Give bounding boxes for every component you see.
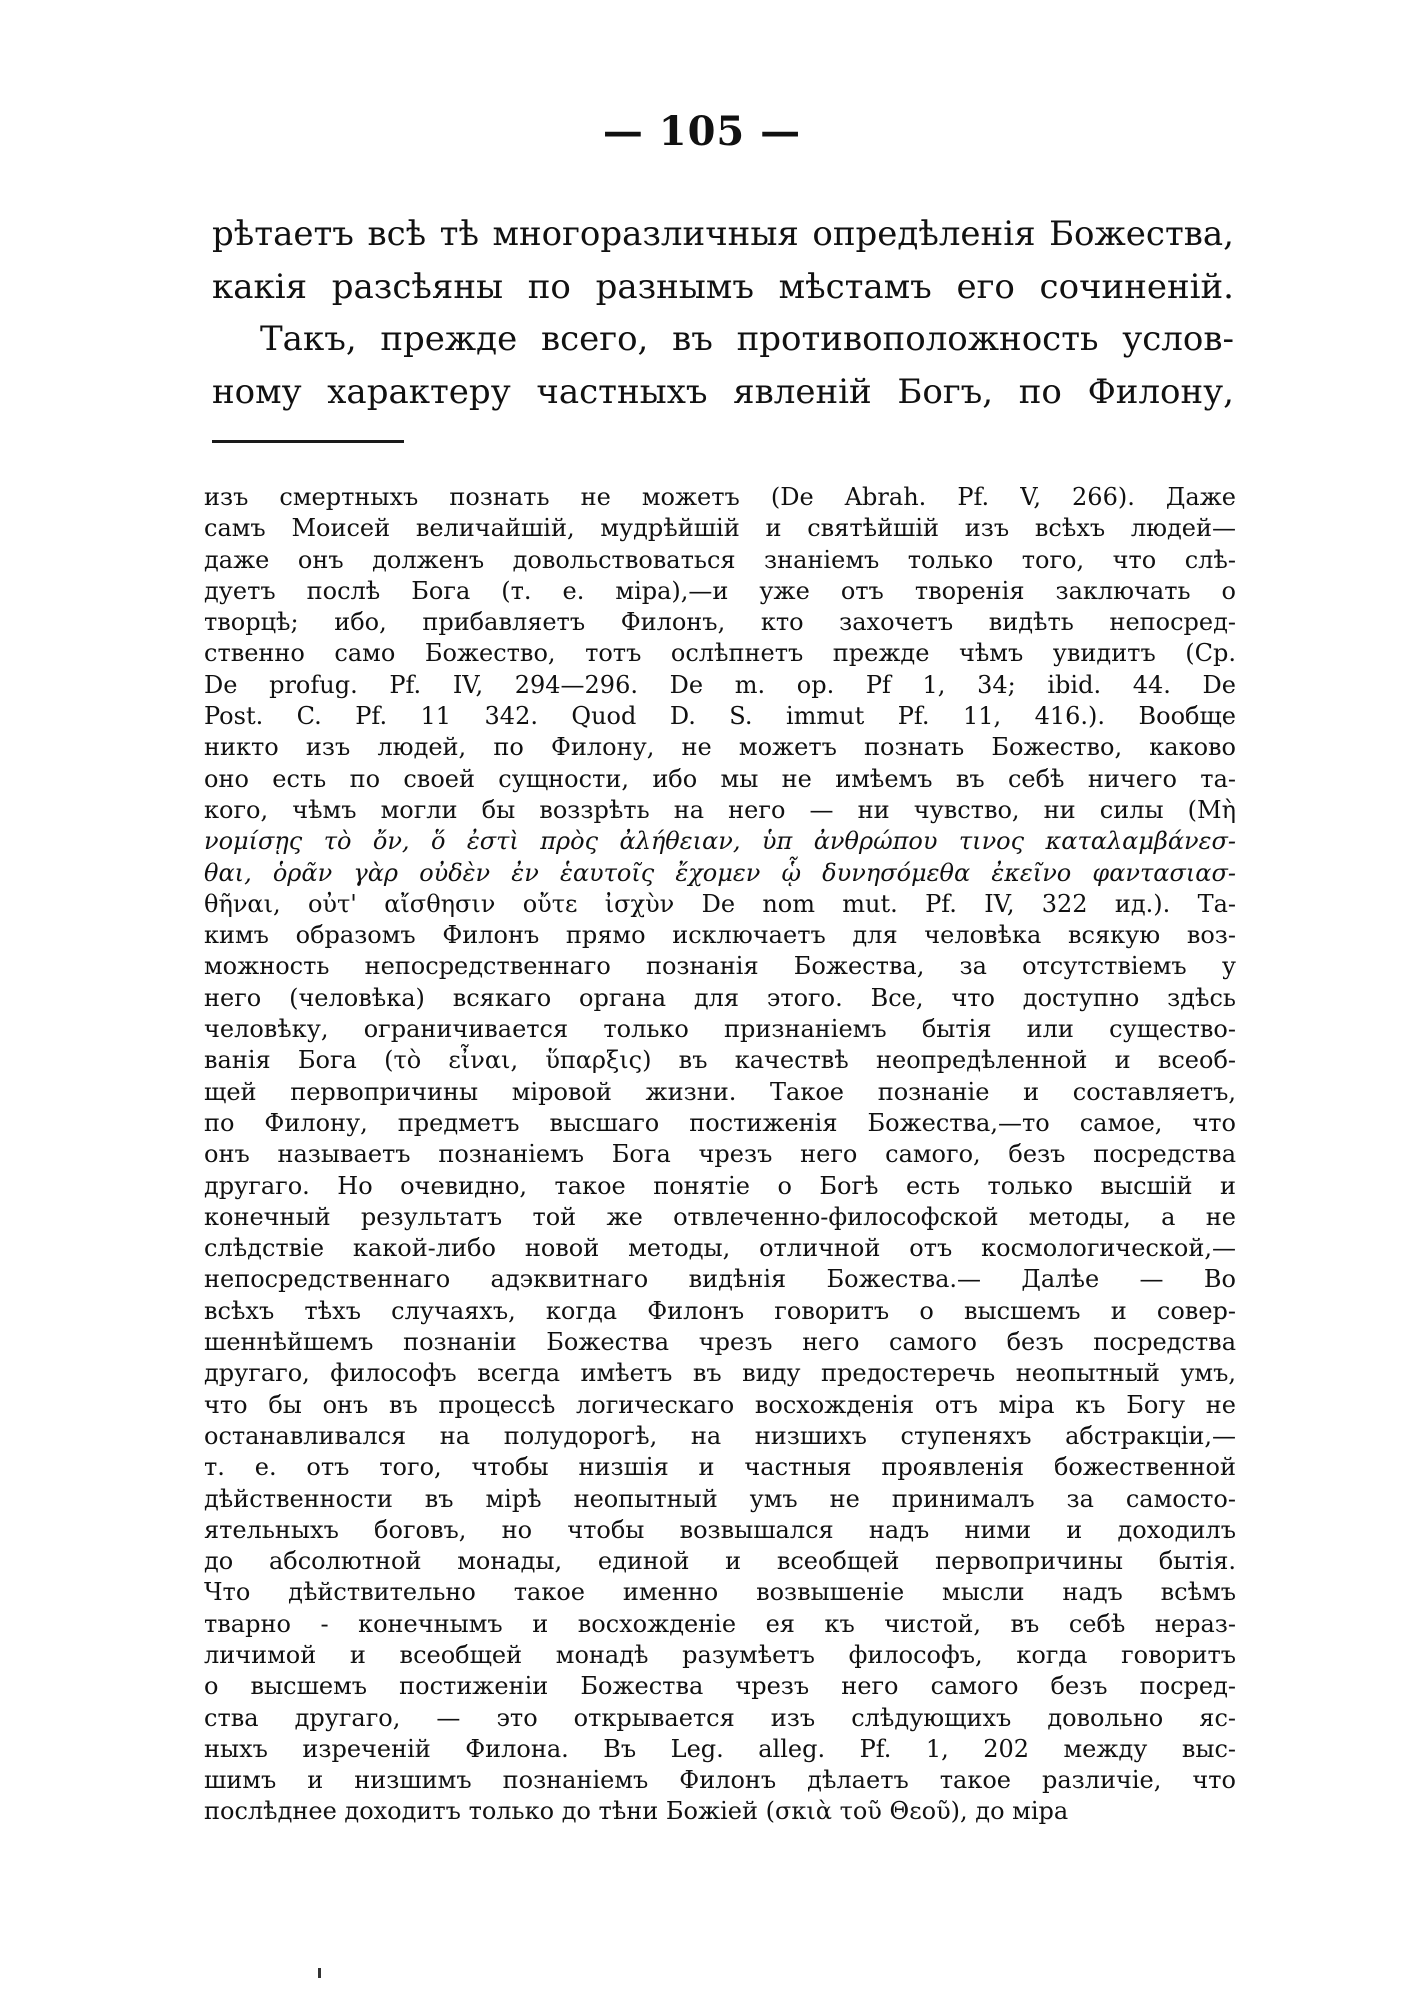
- footnote-line: ятельныхъ боговъ, но чтобы возвышался надъ ними и доходилъ: [204, 1515, 1236, 1544]
- footnote-line: другаго. Но очевидно, такое понятіе о Богѣ есть только высшій и: [204, 1171, 1236, 1200]
- footnote-line: оно есть по своей сущности, ибо мы не имѣемъ въ себѣ ничего та-: [204, 764, 1236, 793]
- footnote-line: о высшемъ постиженіи Божества чрезъ него самого безъ посред-: [204, 1672, 1236, 1701]
- footnote-line: дуетъ послѣ Бога (т. е. міра),—и уже отъ творенія заключать о: [204, 576, 1236, 605]
- footnote-line: νομίσῃς τὸ ὄν, ὅ ἐστὶ πρὸς ἀλήθειαν, ὑπ ἀνθρώπου τινος καταλαμβάνεσ-: [204, 827, 1236, 856]
- page-number: — 105 —: [602, 108, 802, 155]
- footnote-line: щей первопричины міровой жизни. Такое познаніе и составляетъ,: [204, 1077, 1236, 1106]
- footnote-line: останавливался на полудорогѣ, на низшихъ ступеняхъ абстракціи,—: [204, 1421, 1236, 1450]
- footnote-line: можность непосредственнаго познанія Божества, за отсутствіемъ у: [204, 952, 1236, 981]
- main-text-line: рѣтаетъ всѣ тѣ многоразличныя опредѣленія Божества,: [212, 214, 1234, 254]
- footnote-line: ственно само Божество, тотъ ослѣпнетъ прежде чѣмъ увидитъ (Cp.: [204, 639, 1236, 668]
- footnote-line: никто изъ людей, по Филону, не можетъ познать Божество, каково: [204, 733, 1236, 762]
- footnote-line: что бы онъ въ процессѣ логическаго восхожденія отъ міра къ Богу не: [204, 1390, 1236, 1419]
- page-mark: [318, 1968, 321, 1978]
- footnote-line: шимъ и низшимъ познаніемъ Филонъ дѣлаетъ такое различіе, что: [204, 1766, 1236, 1795]
- main-text-line: Такъ, прежде всего, въ противоположность услов-: [260, 319, 1234, 359]
- footnote-line: шеннѣйшемъ познаніи Божества чрезъ него самого безъ посредства: [204, 1328, 1236, 1357]
- footnote-line: конечный результатъ той же отвлеченно-философской методы, а не: [204, 1202, 1236, 1231]
- footnote-line: т. е. отъ того, чтобы низшія и частныя проявленія божественной: [204, 1453, 1236, 1482]
- footnote-line: Что дѣйствительно такое именно возвышеніе мысли надъ всѣмъ: [204, 1578, 1236, 1607]
- footnote-line: послѣднее доходитъ только до тѣни Божіей (σκιὰ τοῦ Θεοῦ), до міра: [204, 1797, 1069, 1826]
- footnote-line: кого, чѣмъ могли бы воззрѣть на него — ни чувство, ни силы (Μὴ: [204, 795, 1236, 824]
- footnote-line: даже онъ долженъ довольствоваться знаніемъ только того, что слѣ-: [204, 545, 1236, 574]
- footnote-line: онъ называетъ познаніемъ Бога чрезъ него самого, безъ посредства: [204, 1140, 1236, 1169]
- footnote-line: ныхъ изреченій Филона. Въ Leg. alleg. Pf. 1, 202 между выс-: [204, 1734, 1236, 1763]
- footnote-line: Post. C. Pf. 11 342. Quod D. S. immut Pf. 11, 416.). Вообще: [204, 702, 1236, 731]
- footnote-line: непосредственнаго адэквитнаго видѣнія Божества.— Далѣе — Во: [204, 1265, 1236, 1294]
- footnote-line: ванія Бога (τὸ εἶναι, ὕπαρξις) въ качествѣ неопредѣленной и всеоб-: [204, 1046, 1236, 1075]
- footnote-line: тварно - конечнымъ и восхожденіе ея къ чистой, въ себѣ нераз-: [204, 1609, 1236, 1638]
- footnote-line: ства другаго, — это открывается изъ слѣдующихъ довольно яс-: [204, 1703, 1236, 1732]
- footnote-line: слѣдствіе какой-либо новой методы, отличной отъ космологической,—: [204, 1234, 1236, 1263]
- footnote-line: θαι, ὁρᾶν γὰρ οὐδὲν ἐν ἑαυτοῖς ἔχομεν ᾧ δυνησόμεθα ἐκεῖνο φαντασιασ-: [204, 858, 1236, 887]
- main-text-line: ному характеру частныхъ явленій Богъ, по Филону,: [212, 371, 1234, 412]
- footnote-line: личимой и всеобщей монадѣ разумѣетъ философъ, когда говоритъ: [204, 1640, 1236, 1669]
- footnote-line: De profug. Pf. IV, 294—296. De m. op. Pf 1, 34; ibid. 44. De: [204, 670, 1236, 699]
- footnote-line: него (человѣка) всякаго органа для этого. Все, что доступно здѣсь: [204, 983, 1236, 1012]
- footnote-line: дѣйственности въ мірѣ неопытный умъ не принималъ за самосто-: [204, 1484, 1236, 1513]
- footnote-line: кимъ образомъ Филонъ прямо исключаетъ для человѣка всякую воз-: [204, 921, 1236, 950]
- footnote-line: по Филону, предметъ высшаго постиженія Божества,—то самое, что: [204, 1108, 1236, 1137]
- main-text: [212, 208, 1234, 418]
- main-text-line: какія разсѣяны по разнымъ мѣстамъ его сочиненій.: [212, 266, 1234, 307]
- footnote-line: человѣку, ограничивается только признаніемъ бытія или существо-: [204, 1015, 1236, 1044]
- footnote: [204, 482, 1236, 1828]
- footnote-divider: [212, 440, 404, 443]
- footnote-line: творцѣ; ибо, прибавляетъ Филонъ, кто захочетъ видѣть непосред-: [204, 608, 1236, 637]
- footnote-line: до абсолютной монады, единой и всеобщей первопричины бытія.: [204, 1547, 1236, 1576]
- footnote-line: θῆναι, οὐτ' αἴσθησιν οὔτε ἰσχὺν De nom mut. Pf. IV, 322 ид.). Та-: [204, 889, 1236, 918]
- footnote-line: самъ Моисей величайшій, мудрѣйшій и святѣйшій изъ всѣхъ людей—: [204, 514, 1236, 543]
- footnote-line: другаго, философъ всегда имѣетъ въ виду предостеречь неопытный умъ,: [204, 1359, 1236, 1388]
- footnote-line: изъ смертныхъ познать не можетъ (De Abrah. Pf. V, 266). Даже: [204, 483, 1236, 511]
- footnote-line: всѣхъ тѣхъ случаяхъ, когда Филонъ говоритъ о высшемъ и совер-: [204, 1296, 1236, 1325]
